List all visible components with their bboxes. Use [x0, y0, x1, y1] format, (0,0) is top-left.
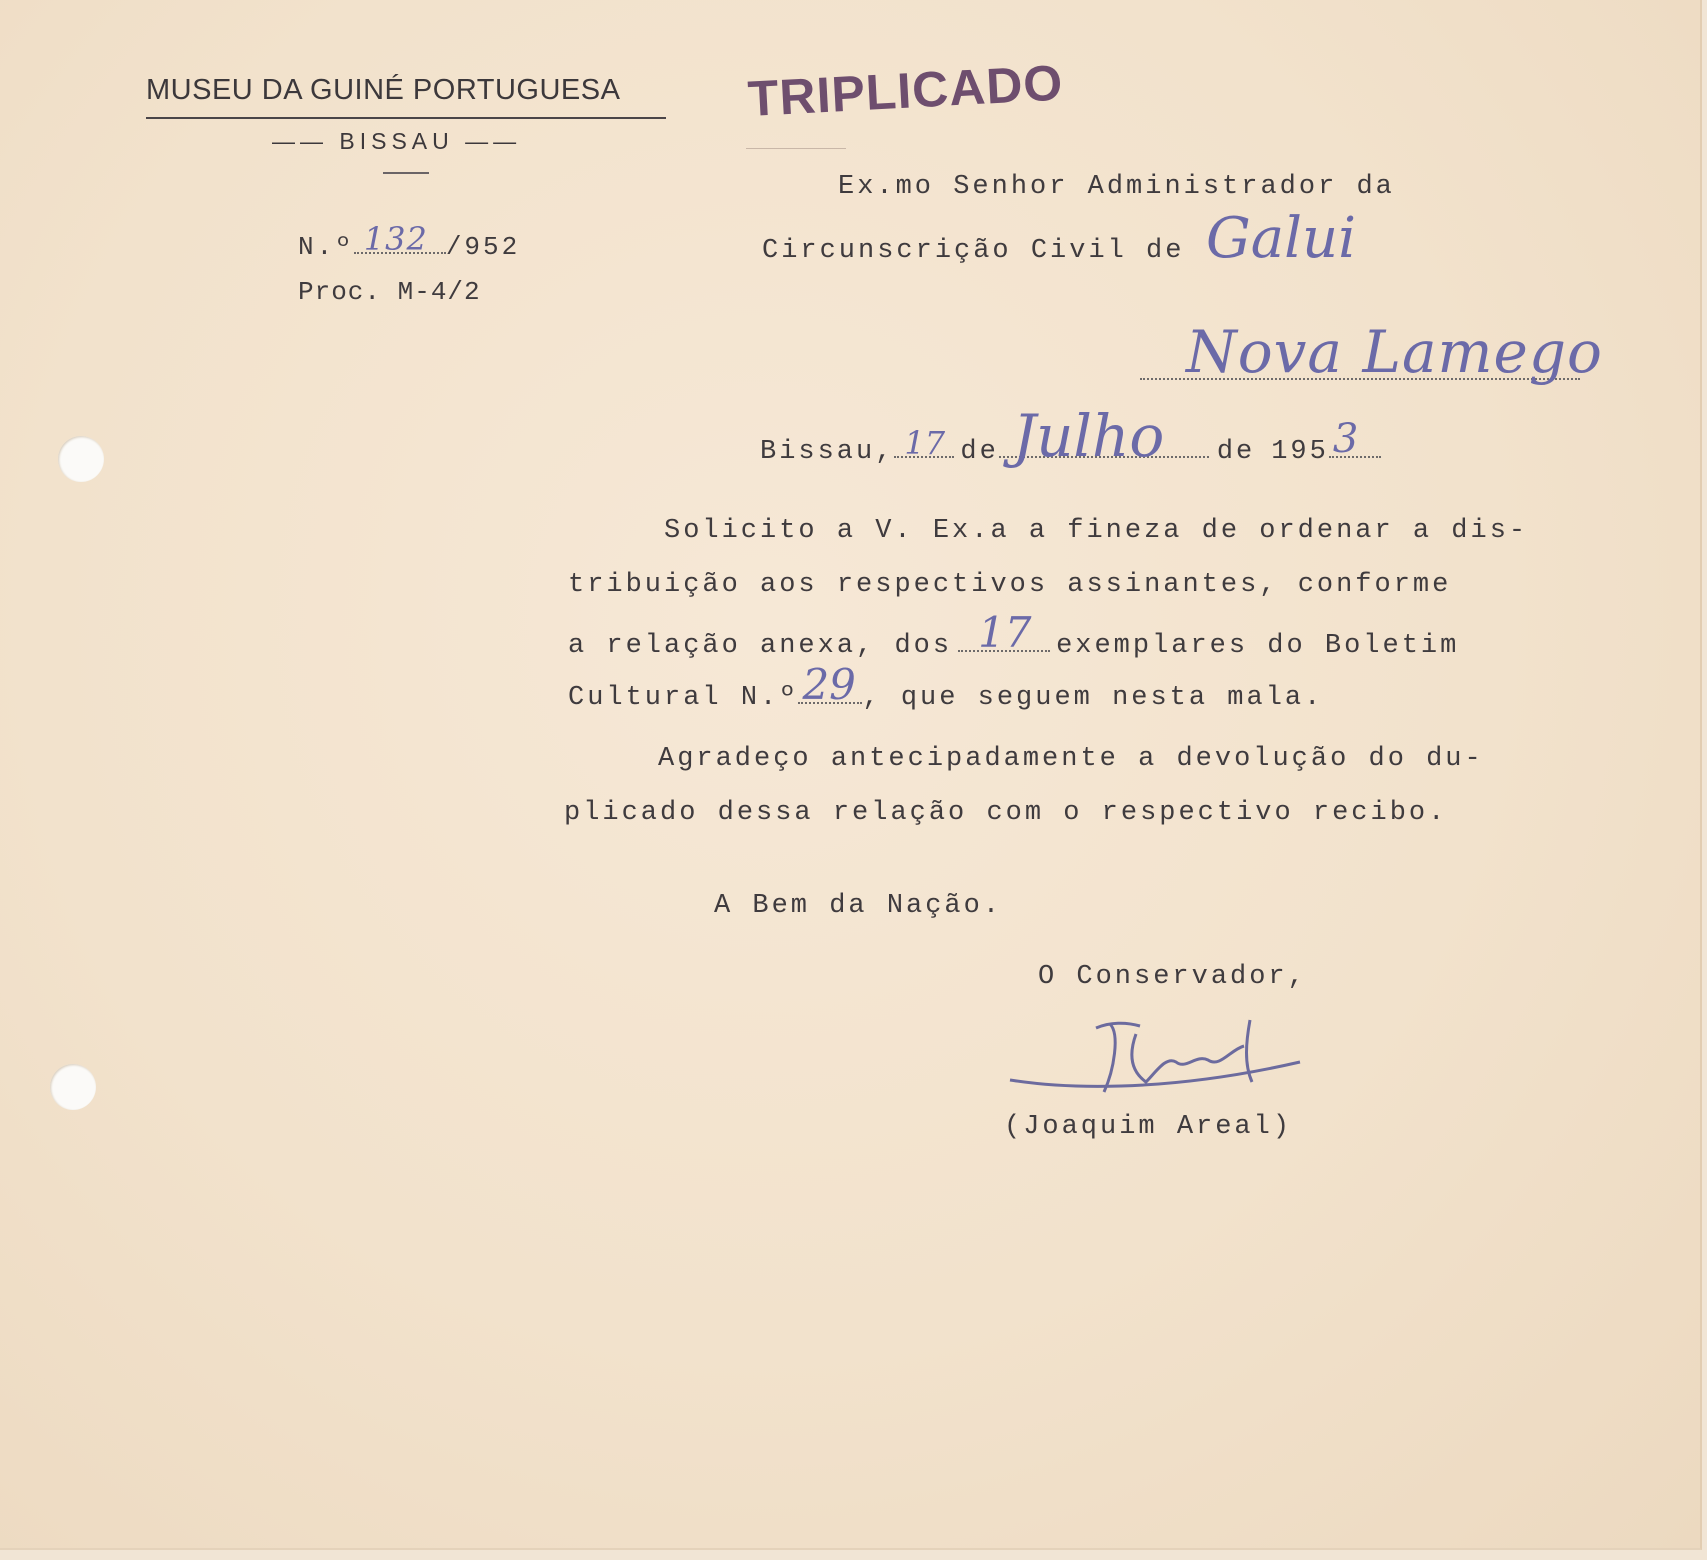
bulletin-number-field: [798, 660, 862, 709]
reference-number-prefix: N.º: [298, 232, 354, 262]
date-de-2: de: [1216, 437, 1256, 467]
reference-number: [298, 220, 521, 262]
date-de-1: de: [960, 437, 999, 467]
addressee-location-handwritten: Nova Lamego: [1186, 318, 1603, 386]
body-p1-line-3-a: a relação anexa, dos: [568, 631, 953, 661]
body-p1-line-3-b: exemplares do Boletim: [1056, 631, 1460, 661]
body-p1-line-1: Solicito a V. Ex.a a fineza de ordenar a dis-: [664, 516, 1529, 546]
addressee-line-2: [762, 206, 1357, 271]
letterhead-rule: [146, 117, 666, 119]
body-p1-line-4-b: , que seguem nesta mala.: [862, 683, 1324, 713]
copies-count-handwritten: 17: [978, 608, 1032, 657]
reference-number-handwritten-field: [354, 220, 446, 258]
closing-title: O Conservador,: [1038, 962, 1307, 992]
body-p1-line-3: [568, 608, 1460, 661]
stamp-underline: [746, 148, 846, 149]
letterhead-institution: MUSEU DA GUINÉ PORTUGUESA: [146, 74, 621, 106]
date-year-field: [1329, 416, 1381, 462]
date-year-handwritten: 3: [1332, 416, 1359, 462]
letterhead-city-prefix: ——: [272, 128, 328, 154]
copies-count-field: [958, 608, 1050, 657]
letterhead-small-rule: [383, 172, 429, 174]
addressee-line-1: Ex.mo Senhor Administrador da: [838, 172, 1395, 202]
addressee-line-3: [1140, 318, 1603, 386]
date-place: Bissau,: [760, 437, 895, 467]
body-p1-line-2: tribuição aos respectivos assinantes, conforme: [568, 570, 1452, 600]
letterhead-city: BISSAU: [339, 128, 454, 154]
body-p2-line-2: plicado dessa relação com o respectivo recibo.: [564, 798, 1448, 828]
date-line: [760, 402, 1381, 470]
bulletin-number-handwritten: 29: [802, 660, 856, 709]
letterhead-city-suffix: ——: [465, 128, 522, 154]
addressee-line-2-typed: Circunscrição Civil de: [762, 236, 1185, 266]
letterhead-city-line: [272, 128, 521, 155]
closing-salutation: A Bem da Nação.: [714, 891, 1003, 921]
signer-name: (Joaquim Areal): [1004, 1112, 1293, 1142]
punch-hole-bottom: [50, 1064, 96, 1110]
signature: [1000, 1010, 1320, 1110]
date-day-field: [894, 424, 954, 462]
date-year-prefix: 195: [1271, 437, 1329, 467]
reference-number-handwritten: 132: [363, 220, 428, 258]
process-number: Proc. M-4/2: [298, 277, 481, 307]
date-day-handwritten: 17: [904, 424, 946, 462]
triplicado-stamp: TRIPLICADO: [746, 54, 1065, 127]
punch-hole-top: [58, 436, 104, 482]
body-p2-line-1: Agradeço antecipadamente a devolução do du-: [658, 744, 1484, 774]
reference-number-suffix: /952: [445, 232, 521, 262]
body-p1-line-4: [568, 660, 1324, 713]
addressee-district-handwritten: Galui: [1206, 206, 1357, 271]
date-month-handwritten: Julho: [1012, 402, 1165, 470]
date-month-field: [999, 402, 1209, 470]
body-p1-line-4-a: Cultural N.º: [568, 683, 799, 713]
